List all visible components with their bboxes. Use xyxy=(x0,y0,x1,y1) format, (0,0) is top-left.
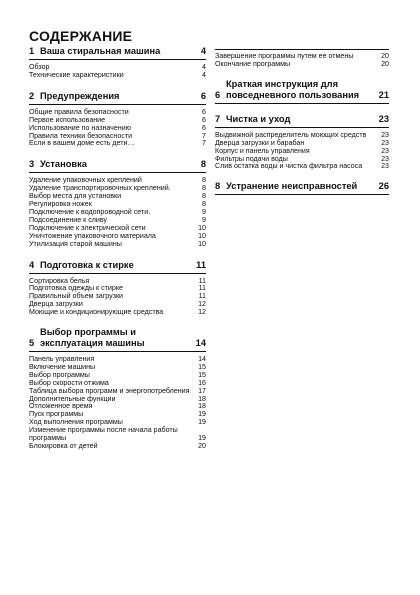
toc-entry-text: Окончание программы xyxy=(215,59,291,68)
toc-entry-page: 18 xyxy=(198,402,206,411)
toc-entry-page: 10 xyxy=(198,239,206,248)
toc-entry-page: 6 xyxy=(202,115,206,124)
section-title: Подготовка к стирке xyxy=(40,259,134,270)
toc-entry-page: 17 xyxy=(198,386,206,395)
toc-entry-text: Сортировка белья xyxy=(29,276,90,285)
toc-entry-page: 4 xyxy=(202,70,206,79)
toc-entry-page: 4 xyxy=(202,63,206,71)
toc-entry-page: 8 xyxy=(202,200,206,209)
toc-section-heading[interactable] xyxy=(215,79,389,104)
section-title: Предупреждения xyxy=(40,90,120,101)
section-page: 23 xyxy=(378,113,389,124)
toc-entry-page: 15 xyxy=(198,370,206,379)
continued-entries xyxy=(215,49,389,69)
toc-entry-text: Ход выполнения программы xyxy=(29,418,123,427)
toc-entry-text: Общие правила безопасности xyxy=(29,107,129,116)
toc-entry-text: Правила техники безопасности xyxy=(29,131,133,140)
toc-entry[interactable] xyxy=(29,140,206,148)
toc-entry-text: Отложенное время xyxy=(29,402,93,411)
toc-entry-text: Выбор программы xyxy=(29,370,90,379)
toc-entry-page: 7 xyxy=(202,131,206,140)
section-number: 8 xyxy=(215,181,221,192)
section-entries xyxy=(29,278,206,318)
page-title: СОДЕРЖАНИЕ xyxy=(29,28,133,44)
section-title: Ваша стиральная машина xyxy=(40,46,161,56)
toc-entry-page: 19 xyxy=(198,410,206,419)
section-number: 1 xyxy=(29,46,35,56)
toc-entry-page: 11 xyxy=(198,292,206,301)
toc-entry-text: Использование по назначению xyxy=(29,123,131,132)
toc-entry-text: Утилизация старой машины xyxy=(29,239,122,248)
toc-entry-page: 11 xyxy=(198,276,206,285)
toc-entry-text: Правильный объем загрузки xyxy=(29,292,124,301)
toc-entry-page: 19 xyxy=(198,418,206,427)
section-title: Выбор программы и эксплуатация машины xyxy=(40,327,145,349)
toc-section-heading[interactable] xyxy=(29,260,206,274)
toc-section-1 xyxy=(29,46,206,80)
toc-entry-text: Выдвижной распределитель моющих средств xyxy=(215,130,367,139)
toc-entry-text: Завершение программы путем ее отмены xyxy=(215,52,354,60)
toc-section-heading[interactable] xyxy=(29,46,206,60)
toc-entry-page: 23 xyxy=(381,138,389,147)
toc-entry-text: Изменение программы после начала работы программы xyxy=(29,426,178,443)
toc-entry-page: 12 xyxy=(198,300,206,309)
section-title: Установка xyxy=(40,159,87,170)
toc-entry-text: Панель управления xyxy=(29,355,95,364)
toc-entry-page: 14 xyxy=(198,355,206,364)
toc-entry-text: Моющие и кондиционирующие средства xyxy=(29,308,164,317)
toc-right-column xyxy=(215,45,389,195)
toc-entry-page: 23 xyxy=(381,130,389,139)
toc-entry-page: 15 xyxy=(198,362,206,371)
toc-entry-text: Дополнительные функции xyxy=(29,394,116,403)
section-number: 4 xyxy=(29,259,35,270)
toc-entry-page: 9 xyxy=(202,215,206,224)
toc-entry-page: 8 xyxy=(202,184,206,193)
toc-entry-text: Дверца загрузки xyxy=(29,300,83,309)
section-number: 6 xyxy=(215,89,221,100)
toc-entry-page: 23 xyxy=(381,162,389,171)
toc-entry-text: Подключение к электрической сети xyxy=(29,223,146,232)
toc-left-column xyxy=(29,46,206,451)
toc-entry-page: 23 xyxy=(381,154,389,163)
toc-section-3 xyxy=(29,159,206,248)
toc-entry[interactable] xyxy=(215,61,389,69)
toc-entry[interactable] xyxy=(29,241,206,249)
section-entries xyxy=(215,132,389,172)
toc-section-4 xyxy=(29,260,206,318)
toc-section-heading[interactable] xyxy=(29,327,206,352)
toc-entry-text: Обзор xyxy=(29,63,50,71)
toc-entry-page: 20 xyxy=(198,442,206,450)
toc-entry-text: Уничтожение упаковочного материала xyxy=(29,231,156,240)
toc-entry-page: 20 xyxy=(381,52,389,60)
section-number: 7 xyxy=(215,113,221,124)
section-page: 21 xyxy=(378,89,389,100)
toc-entry-text: Удаление транспортировочных креплений. xyxy=(29,184,171,193)
section-number: 2 xyxy=(29,90,35,101)
toc-section-heading[interactable] xyxy=(29,91,206,105)
toc-entry[interactable] xyxy=(215,163,389,171)
toc-entry-text: Технические характеристики xyxy=(29,70,124,79)
toc-entry-page: 8 xyxy=(202,192,206,201)
toc-entry-text: Слив остатка воды и чистка фильтра насоса xyxy=(215,162,363,171)
toc-entry-page: 20 xyxy=(381,59,389,68)
toc-entry-text: Дверца загрузки и барабан xyxy=(215,138,305,147)
toc-entry-page: 6 xyxy=(202,123,206,132)
toc-entry-page: 6 xyxy=(202,107,206,116)
section-title: Краткая инструкция для повседневного пользования xyxy=(226,78,360,100)
toc-entry-text: Фильтры подачи воды xyxy=(215,154,288,163)
toc-entry-text: Удаление упаковочных креплений xyxy=(29,176,142,185)
section-title: Чистка и уход xyxy=(226,113,291,124)
toc-entry-text: Выбор места для установки xyxy=(29,192,122,201)
toc-entry[interactable] xyxy=(29,72,206,80)
toc-entry-page: 23 xyxy=(381,146,389,155)
section-title: Устранение неисправностей xyxy=(226,181,358,192)
toc-entry-text: Таблица выбора программ и энергопотребления xyxy=(29,386,190,395)
toc-entry-page: 12 xyxy=(198,308,206,317)
toc-entry-page: 18 xyxy=(198,394,206,403)
toc-entry-text: Подготовка одежды к стирке xyxy=(29,284,123,293)
section-number: 3 xyxy=(29,159,35,170)
toc-entry[interactable] xyxy=(29,443,206,451)
toc-entry-text: Включение машины xyxy=(29,362,96,371)
toc-entry-page: 19 xyxy=(198,434,206,443)
toc-section-heading[interactable] xyxy=(215,114,389,128)
section-page: 6 xyxy=(200,90,206,101)
section-page: 11 xyxy=(196,259,206,270)
section-entries xyxy=(29,64,206,80)
toc-entry-page: 10 xyxy=(198,223,206,232)
toc-section-5 xyxy=(29,327,206,451)
toc-section-8 xyxy=(215,181,389,195)
section-page: 26 xyxy=(378,181,389,192)
toc-entry-page: 7 xyxy=(202,139,206,148)
section-entries xyxy=(29,356,206,451)
toc-section-heading[interactable] xyxy=(29,159,206,173)
toc-entry-page: 9 xyxy=(202,207,206,216)
toc-section-heading[interactable] xyxy=(215,181,389,195)
toc-entry-text: Выбор скорости отжима xyxy=(29,378,109,387)
section-page: 14 xyxy=(195,338,206,349)
toc-entry-text: Если в вашем доме есть дети… xyxy=(29,139,135,148)
toc-entry-text: Подключение к водопроводной сети. xyxy=(29,207,151,216)
toc-entry-page: 11 xyxy=(198,284,206,293)
section-number: 5 xyxy=(29,338,35,349)
section-page: 8 xyxy=(200,159,206,170)
toc-entry-text: Пуск программы xyxy=(29,410,84,419)
section-page: 4 xyxy=(200,46,206,56)
toc-entry-page: 10 xyxy=(198,231,206,240)
section-entries xyxy=(29,109,206,149)
toc-entry-page: 16 xyxy=(198,378,206,387)
section-entries xyxy=(29,177,206,248)
toc-section-6 xyxy=(215,79,389,104)
toc-entry-text: Регулировка ножек xyxy=(29,200,92,209)
toc-entry-text: Первое использование xyxy=(29,115,106,124)
toc-entry-text: Подсоединение к сливу xyxy=(29,215,108,224)
toc-section-2 xyxy=(29,91,206,149)
toc-entry[interactable] xyxy=(29,309,206,317)
toc-entry-page: 8 xyxy=(202,176,206,185)
toc-section-7 xyxy=(215,114,389,172)
toc-entry-text: Блокировка от детей xyxy=(29,442,98,450)
toc-entry[interactable] xyxy=(29,427,206,443)
toc-entry-text: Корпус и панель управления xyxy=(215,146,310,155)
